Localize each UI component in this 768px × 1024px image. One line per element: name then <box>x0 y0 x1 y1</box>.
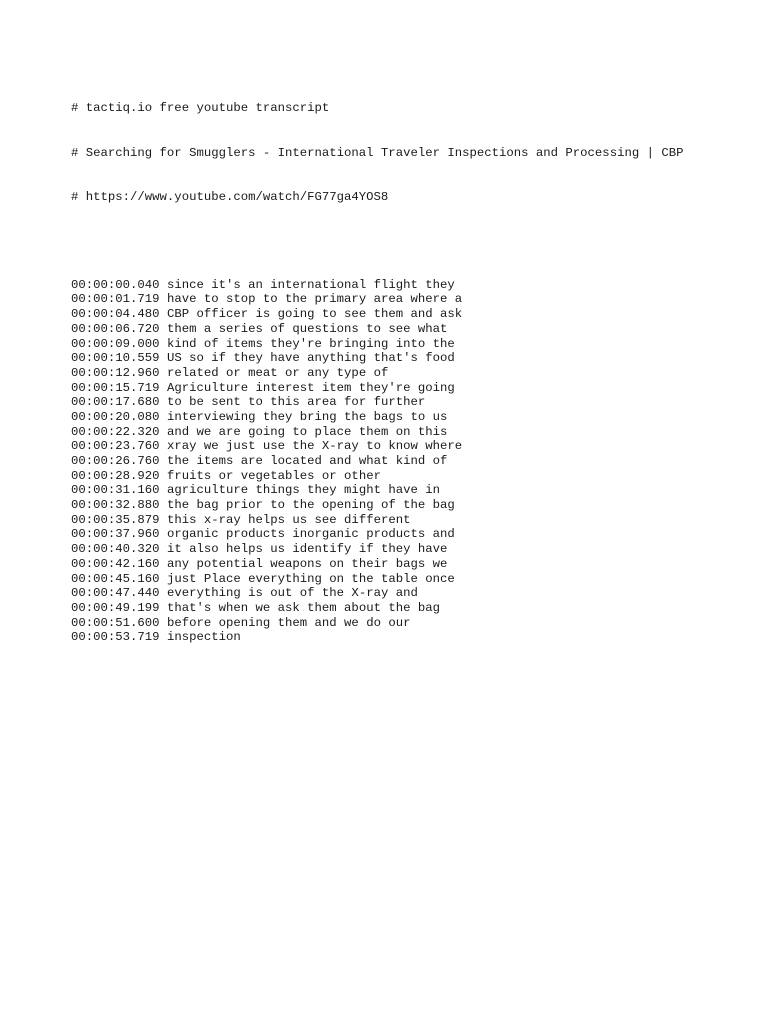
caption-text: Agriculture interest item they're going <box>166 380 455 395</box>
transcript-line <box>71 586 751 601</box>
transcript-line <box>71 439 751 454</box>
timestamp: 00:00:47.440 <box>71 586 160 601</box>
header-title-line: # Searching for Smugglers - International Traveler Inspections and Processing | CBP <box>71 145 684 160</box>
caption-text: the items are located and what kind of <box>166 454 448 469</box>
caption-text: that's when we ask them about the bag <box>166 600 440 615</box>
transcript-line <box>71 542 751 557</box>
separator-space <box>160 337 167 351</box>
caption-text: inspection <box>166 630 241 645</box>
caption-text: since it's an international flight they <box>166 277 455 292</box>
caption-text: everything is out of the X-ray and <box>166 586 418 601</box>
transcript-line <box>71 630 751 645</box>
transcript-line <box>71 527 751 542</box>
separator-space <box>160 366 167 380</box>
caption-text: any potential weapons on their bags we <box>166 556 448 571</box>
timestamp: 00:00:09.000 <box>71 336 160 351</box>
caption-text: agriculture things they might have in <box>166 483 440 498</box>
timestamp: 00:00:40.320 <box>71 542 160 557</box>
timestamp: 00:00:37.960 <box>71 527 160 542</box>
transcript-line <box>71 454 751 469</box>
timestamp: 00:00:45.160 <box>71 571 160 586</box>
timestamp: 00:00:31.160 <box>71 483 160 498</box>
timestamp: 00:00:00.040 <box>71 277 160 292</box>
timestamp: 00:00:42.160 <box>71 556 160 571</box>
separator-space <box>160 557 167 571</box>
separator-space <box>160 322 167 336</box>
caption-text: it also helps us identify if they have <box>166 542 448 557</box>
separator-space <box>160 425 167 439</box>
transcript-line <box>71 292 751 307</box>
separator-space <box>160 630 167 644</box>
separator-space <box>160 586 167 600</box>
caption-text: before opening them and we do our <box>166 615 411 630</box>
transcript-line <box>71 322 751 337</box>
timestamp: 00:00:12.960 <box>71 365 160 380</box>
timestamp: 00:00:01.719 <box>71 292 160 307</box>
separator-space <box>160 395 167 409</box>
caption-text: related or meat or any type of <box>166 365 389 380</box>
blank-line <box>71 234 751 249</box>
timestamp: 00:00:20.080 <box>71 409 160 424</box>
caption-text: organic products inorganic products and <box>166 527 455 542</box>
separator-space <box>160 483 167 497</box>
separator-space <box>160 572 167 586</box>
timestamp: 00:00:23.760 <box>71 439 160 454</box>
separator-space <box>160 454 167 468</box>
timestamp: 00:00:26.760 <box>71 454 160 469</box>
separator-space <box>160 616 167 630</box>
transcript-line <box>71 557 751 572</box>
timestamp: 00:00:15.719 <box>71 380 160 395</box>
timestamp: 00:00:35.879 <box>71 512 160 527</box>
timestamp: 00:00:10.559 <box>71 351 160 366</box>
separator-space <box>160 542 167 556</box>
caption-text: kind of items they're bringing into the <box>166 336 455 351</box>
separator-space <box>160 469 167 483</box>
caption-text: just Place everything on the table once <box>166 571 455 586</box>
separator-space <box>160 410 167 424</box>
separator-space <box>160 439 167 453</box>
caption-text: the bag prior to the opening of the bag <box>166 498 455 513</box>
caption-text: this x-ray helps us see different <box>166 512 411 527</box>
transcript-line <box>71 381 751 396</box>
separator-space <box>160 601 167 615</box>
transcript-line <box>71 337 751 352</box>
transcript-line <box>71 498 751 513</box>
timestamp: 00:00:17.680 <box>71 395 160 410</box>
timestamp: 00:00:28.920 <box>71 468 160 483</box>
transcript-line <box>71 616 751 631</box>
caption-text: fruits or vegetables or other <box>166 468 381 483</box>
caption-text: to be sent to this area for further <box>166 395 426 410</box>
transcript-line <box>71 307 751 322</box>
separator-space <box>160 381 167 395</box>
caption-text: US so if they have anything that's food <box>166 351 455 366</box>
timestamp: 00:00:53.719 <box>71 630 160 645</box>
timestamp: 00:00:32.880 <box>71 498 160 513</box>
header-source-line: # tactiq.io free youtube transcript <box>71 101 330 116</box>
transcript-line <box>71 425 751 440</box>
separator-space <box>160 527 167 541</box>
timestamp: 00:00:49.199 <box>71 600 160 615</box>
transcript-line <box>71 278 751 293</box>
transcript-line <box>71 572 751 587</box>
caption-text: CBP officer is going to see them and ask <box>166 307 463 322</box>
caption-text: xray we just use the X-ray to know where <box>166 439 463 454</box>
timestamp: 00:00:22.320 <box>71 424 160 439</box>
transcript-document <box>71 72 751 660</box>
transcript-line <box>71 410 751 425</box>
transcript-line <box>71 469 751 484</box>
transcript-body <box>71 278 751 645</box>
caption-text: have to stop to the primary area where a <box>166 292 463 307</box>
transcript-line <box>71 395 751 410</box>
transcript-line <box>71 351 751 366</box>
header-url-line: # https://www.youtube.com/watch/FG77ga4YOS8 <box>71 189 389 204</box>
transcript-line <box>71 483 751 498</box>
separator-space <box>160 351 167 365</box>
transcript-line <box>71 601 751 616</box>
separator-space <box>160 498 167 512</box>
transcript-line <box>71 366 751 381</box>
separator-space <box>160 307 167 321</box>
caption-text: and we are going to place them on this <box>166 424 448 439</box>
separator-space <box>160 278 167 292</box>
caption-text: them a series of questions to see what <box>166 321 448 336</box>
caption-text: interviewing they bring the bags to us <box>166 409 448 424</box>
timestamp: 00:00:51.600 <box>71 615 160 630</box>
timestamp: 00:00:06.720 <box>71 321 160 336</box>
transcript-line <box>71 513 751 528</box>
separator-space <box>160 292 167 306</box>
separator-space <box>160 513 167 527</box>
timestamp: 00:00:04.480 <box>71 307 160 322</box>
